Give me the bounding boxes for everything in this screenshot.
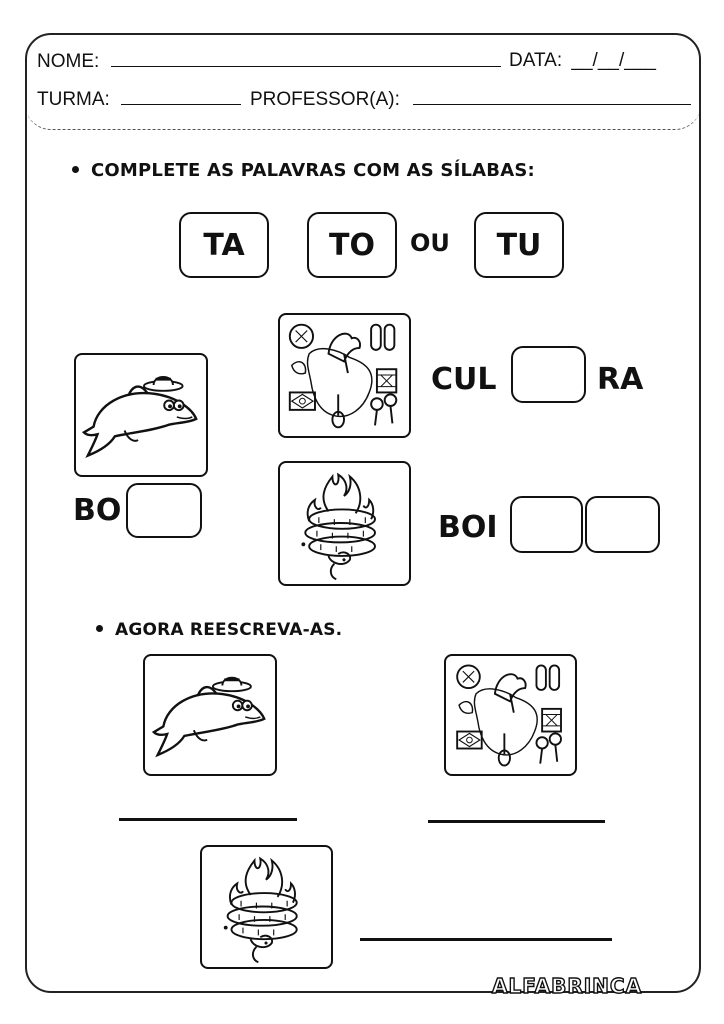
answer-line-culture[interactable] xyxy=(428,820,605,823)
culture-image-rewrite xyxy=(444,654,577,776)
dolphin-image-rewrite xyxy=(143,654,277,776)
brand-logo: ALFABRINCA xyxy=(492,974,643,998)
date-row xyxy=(509,50,656,72)
name-label: NOME: xyxy=(37,51,100,72)
answer-box-cultura[interactable] xyxy=(511,346,586,403)
culture-image xyxy=(278,313,411,438)
syllable-box-tu: TU xyxy=(474,212,564,278)
instruction-complete-text: COMPLETE AS PALAVRAS COM AS SÍLABAS: xyxy=(91,160,535,181)
instruction-rewrite-text: AGORA REESCREVA-AS. xyxy=(115,620,343,640)
connector-ou: OU xyxy=(410,229,450,257)
dolphin-prefix: BO xyxy=(73,493,122,528)
teacher-row xyxy=(250,88,691,111)
class-row xyxy=(37,88,241,111)
header-section xyxy=(25,33,701,130)
class-field[interactable] xyxy=(121,88,241,105)
answer-line-boitata[interactable] xyxy=(360,938,612,941)
date-field[interactable]: __/__/___ xyxy=(571,50,656,71)
culture-collage-icon xyxy=(280,315,409,436)
fire-snake-image xyxy=(278,461,411,586)
syllable-box-ta: TA xyxy=(179,212,269,278)
name-field[interactable] xyxy=(111,50,501,67)
dolphin-image xyxy=(74,353,208,477)
fire-snake-image-rewrite xyxy=(200,845,333,969)
answer-box-boitata-1[interactable] xyxy=(510,496,583,553)
teacher-field[interactable] xyxy=(413,88,691,105)
culture-suffix: RA xyxy=(597,362,644,397)
answer-box-boitata-2[interactable] xyxy=(585,496,660,553)
instruction-rewrite xyxy=(96,620,342,640)
instruction-complete xyxy=(72,160,535,181)
fire-snake-icon xyxy=(280,463,409,584)
teacher-label: PROFESSOR(A): xyxy=(250,89,400,110)
culture-prefix: CUL xyxy=(431,362,497,397)
fire-snake-icon xyxy=(202,847,331,967)
dolphin-icon xyxy=(145,656,275,774)
dolphin-icon xyxy=(76,355,206,475)
answer-box-boto[interactable] xyxy=(126,483,202,538)
bullet-icon xyxy=(72,166,79,173)
syllable-box-to: TO xyxy=(307,212,397,278)
bullet-icon xyxy=(96,625,103,632)
answer-line-dolphin[interactable] xyxy=(119,818,297,821)
culture-collage-icon xyxy=(446,656,575,774)
date-label: DATA: xyxy=(509,50,563,71)
boitata-prefix: BOI xyxy=(438,510,498,545)
name-row xyxy=(37,50,501,73)
class-label: TURMA: xyxy=(37,89,110,110)
